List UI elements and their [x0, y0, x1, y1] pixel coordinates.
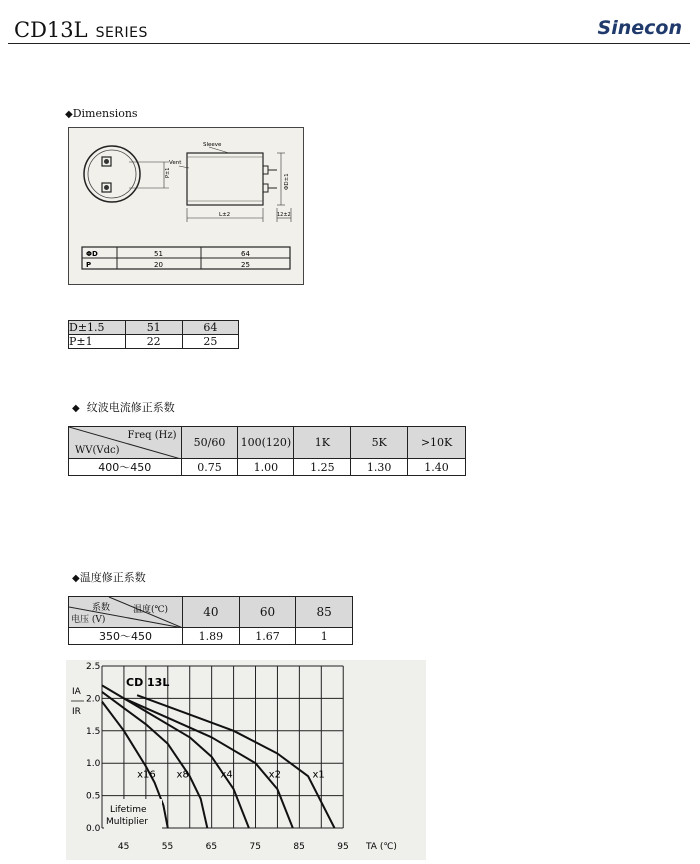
capacitor-side-view [187, 153, 263, 205]
x-axis-label: TA (℃) [366, 842, 397, 852]
ripple-table [68, 426, 466, 476]
capacitor-end-view [84, 146, 140, 202]
dimension-drawing [68, 127, 304, 285]
series-label-x8: x8 [176, 769, 189, 781]
y-axis-label-bottom: IR [72, 707, 81, 717]
legend-line-1: Lifetime [110, 805, 147, 815]
svg-text:P: P [86, 261, 92, 269]
x-tick-label: 75 [249, 842, 261, 852]
series-label-x2: x2 [268, 769, 281, 781]
svg-text:51: 51 [154, 250, 163, 258]
header-rule [8, 43, 690, 44]
temperature-label: ◆温度修正系数 [72, 571, 146, 584]
brand-logo [598, 17, 682, 39]
lifetime-chart-svg [66, 660, 426, 860]
series-label-x4: x4 [220, 769, 233, 781]
svg-text:64: 64 [241, 250, 250, 258]
table-row: D±1.5 51 64 [69, 321, 239, 335]
x-tick-label: 65 [205, 842, 218, 852]
y-tick-label: 1.0 [86, 759, 101, 770]
table-row: Freq (Hz) WV(Vdc) 50/60 100(120) 1K 5K >10K [69, 427, 466, 459]
chart-title: CD 13L [126, 676, 170, 689]
model-name: CD13L [14, 18, 88, 42]
y-tick-label: 2.5 [86, 662, 101, 672]
x-tick-label: 55 [161, 842, 174, 852]
x-tick-label: 45 [117, 842, 130, 852]
table-row: 系数 温度(℃) 电压 (V) 40 60 85 [69, 597, 353, 628]
svg-text:20: 20 [154, 261, 163, 269]
table-row: P±1 22 25 [69, 335, 239, 349]
brand-name: Sinecon [597, 17, 682, 39]
series-word: SERIES [95, 25, 148, 41]
dimensions-label: ◆Dimensions [65, 107, 138, 120]
l-tolerance-label: L±2 [219, 212, 231, 218]
y-tick-label: 1.5 [86, 726, 101, 737]
capacitor-drawing-svg [69, 128, 303, 284]
temperature-header-diagonal: 系数 温度(℃) 电压 (V) [69, 597, 183, 628]
series-label-x1: x1 [312, 769, 325, 781]
d-tolerance-label: ΦD±1 [284, 173, 290, 190]
x-tick-label: 95 [337, 842, 349, 852]
lead-length-label: 12±2 [277, 212, 291, 218]
diamond-bullet-icon: ◆ [72, 403, 80, 414]
svg-text:25: 25 [241, 261, 250, 269]
svg-text:ΦD: ΦD [86, 250, 98, 258]
temperature-table [68, 596, 353, 645]
p-tolerance-label: P±1 [165, 167, 171, 178]
dimensions-table [68, 320, 239, 349]
y-tick-label: 2.0 [86, 694, 101, 705]
x-tick-label: 85 [293, 842, 305, 852]
y-axis-label-top: IA [72, 687, 81, 697]
series-label-x16: x16 [137, 769, 156, 781]
y-tick-label: 0.0 [86, 824, 101, 834]
y-tick-label: 0.5 [86, 791, 101, 802]
ripple-label: ◆ 纹波电流修正系数 [72, 401, 175, 414]
table-row: 350～450 1.89 1.67 1 [69, 628, 353, 645]
ripple-header-diagonal: Freq (Hz) WV(Vdc) [69, 427, 182, 459]
diamond-bullet-icon: ◆ [65, 109, 73, 120]
series-title [14, 18, 148, 42]
diamond-bullet-icon: ◆ [72, 573, 80, 584]
legend-line-2: Multiplier [106, 817, 148, 827]
vent-label: Vent [169, 160, 182, 166]
lifetime-chart [66, 660, 426, 860]
table-row: 400～450 0.75 1.00 1.25 1.30 1.40 [69, 459, 466, 476]
sleeve-label: Sleeve [203, 142, 222, 148]
